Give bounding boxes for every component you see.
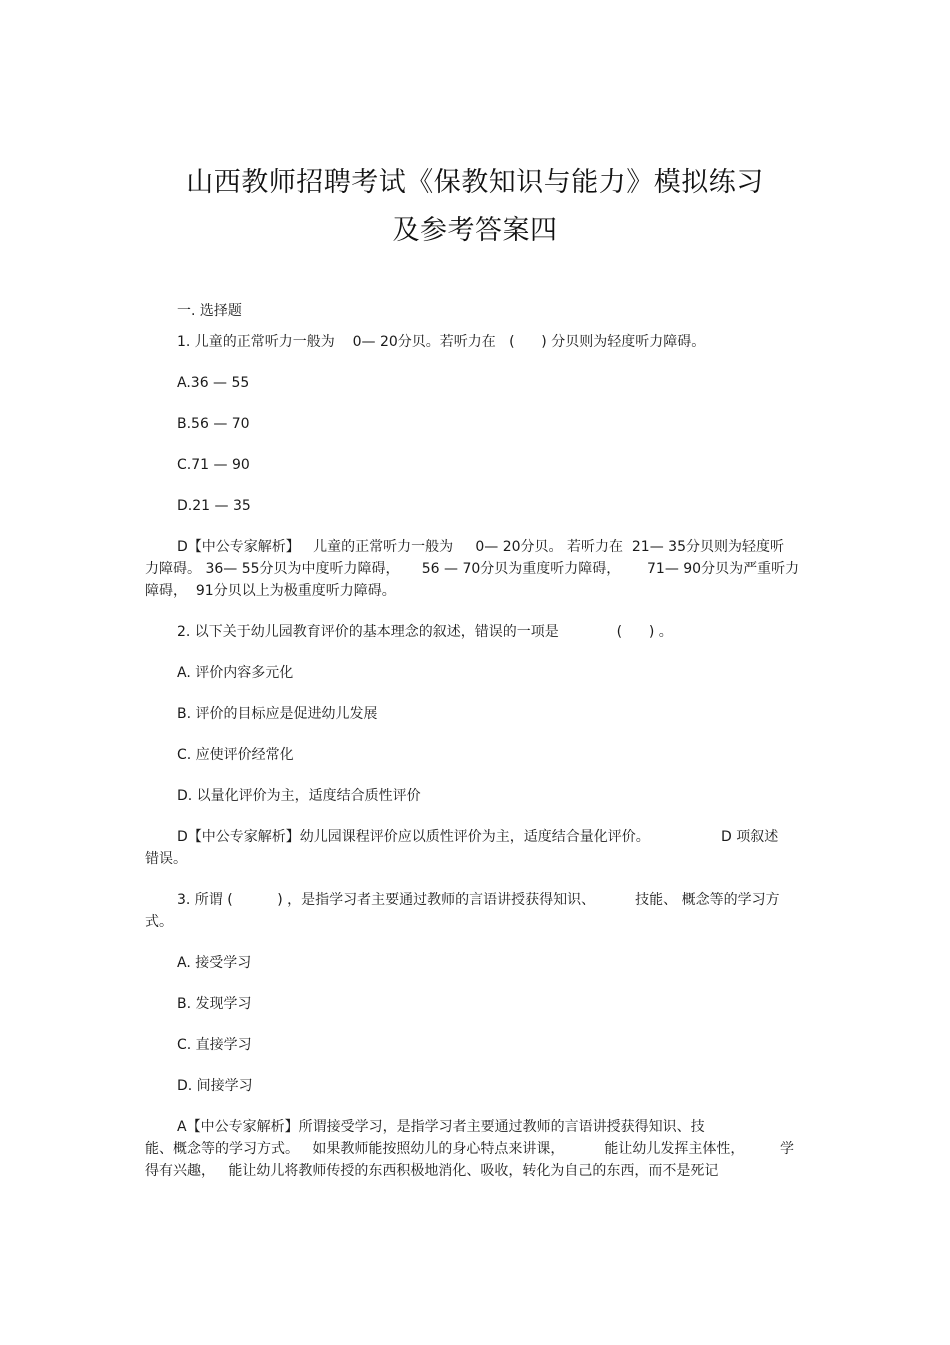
- analysis-line: 力障碍。 36— 55分贝为中度听力障碍， 56 — 70分贝为重度听力障碍， 71— 90分贝为严重听力: [145, 561, 800, 577]
- analysis-line: 错误。: [145, 851, 187, 867]
- analysis-line: D【中公专家解析】 儿童的正常听力一般为 0— 20分贝。 若听力在 21— 35分贝则为轻度听: [177, 539, 784, 555]
- analysis-line: D【中公专家解析】幼儿园课程评价应以质性评价为主，适度结合量化评价。 D 项叙述: [177, 829, 779, 845]
- question-3-option-b: B. 发现学习: [177, 996, 252, 1012]
- analysis-line: 得有兴趣， 能让幼儿将教师传授的东西积极地消化、吸收，转化为自己的东西，而不是死记: [145, 1163, 719, 1179]
- section-heading: 一. 选择题: [177, 303, 242, 319]
- analysis-line: 障碍， 91分贝以上为极重度听力障碍。: [145, 583, 396, 599]
- question-1-option-b: B.56 — 70: [177, 416, 250, 432]
- question-1-option-a: A.36 — 55: [177, 375, 250, 391]
- question-2-stem: 2. 以下关于幼儿园教育评价的基本理念的叙述，错误的一项是 ( ) 。: [177, 624, 673, 640]
- question-2-option-b: B. 评价的目标应是促进幼儿发展: [177, 706, 378, 722]
- question-1-option-c: C.71 — 90: [177, 457, 250, 473]
- question-3-option-d: D. 间接学习: [177, 1078, 253, 1094]
- stem-line: 式。: [145, 914, 173, 930]
- question-2-analysis: [145, 826, 805, 870]
- question-1-analysis: [145, 536, 805, 602]
- question-3-option-c: C. 直接学习: [177, 1037, 252, 1053]
- question-2-option-a: A. 评价内容多元化: [177, 665, 294, 681]
- question-1-option-d: D.21 — 35: [177, 498, 251, 514]
- document-title-line-2: 及参考答案四: [392, 215, 558, 246]
- document-body: [145, 300, 805, 1182]
- stem-line: 3. 所谓 ( ) ，是指学习者主要通过教师的言语讲授获得知识、 技能、 概念等的学习方: [177, 892, 780, 908]
- question-3-stem: [145, 889, 805, 933]
- question-3-analysis: [145, 1116, 805, 1182]
- question-2-option-c: C. 应使评价经常化: [177, 747, 294, 763]
- question-2-option-d: D. 以量化评价为主，适度结合质性评价: [177, 788, 421, 804]
- document-title-line-1: 山西教师招聘考试《保教知识与能力》模拟练习: [186, 167, 764, 198]
- question-3-option-a: A. 接受学习: [177, 955, 252, 971]
- analysis-line: 能、概念等的学习方式。 如果教师能按照幼儿的身心特点来讲课， 能让幼儿发挥主体性， 学: [145, 1141, 795, 1157]
- question-1-stem: 1. 儿童的正常听力一般为 0— 20分贝。若听力在 ( ) 分贝则为轻度听力障碍。: [177, 334, 706, 350]
- analysis-line: A【中公专家解析】所谓接受学习，是指学习者主要通过教师的言语讲授获得知识、技: [177, 1119, 705, 1135]
